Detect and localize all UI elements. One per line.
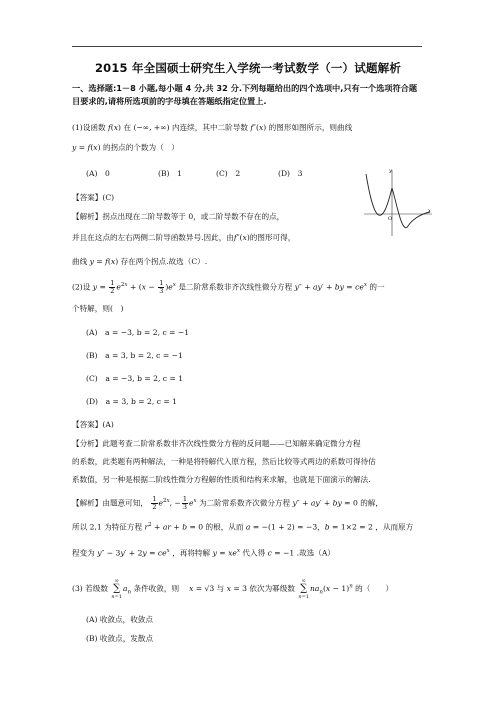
section-heading: 一、选择题:1－8 小题,每小题 4 分,共 32 分.下列每题给出的四个选项中,只有一个选项符合题目要求的,请将所选项前的字母填在答题纸指定位置上. xyxy=(72,83,418,106)
q1-answer: 【答案】(C) xyxy=(72,193,115,202)
q2-option-a: (A) a = −3, b = 2, c = −1 xyxy=(86,328,190,337)
q1-analysis-line3: 曲线 y = f(x) 存在两个拐点.故选（C）. xyxy=(72,257,208,266)
q2-option-b: (B) a = 3, b = 2, c = −1 xyxy=(86,351,183,360)
q2-jiexi-line2: 所以 2,1 为特征方程 $r^2$ + ar + b = 0 的根，从而 a = −(1 + 2) = −3，b = 1×2 = 2 ，从而原方 xyxy=(72,522,414,532)
q2-jiexi-line1: 【解析】由题意可知， $\frac{1}{2}$ $e^{2x}$, − $\frac{1}{3}$ $e^x$ 为二阶常系数齐次微分方程 y″ + ay′ + by = 0 的解， xyxy=(72,495,383,512)
q1-stem-line2: y = f(x) 的拐点的个数为（ ） xyxy=(72,143,179,152)
q3-option-a: (A) 收敛点，收敛点 xyxy=(86,615,153,624)
q2-stem-line1: (2)设 y = $\frac{1}{2}$ $e^{2x} + (x$ − $\frac{1}{3}$ )$e^x$ 是二阶常系数非齐次线性微分方程 y″ + ay′ + by = $ce^x$ 的一 xyxy=(72,279,385,296)
q1-option-d: (D) 3 xyxy=(278,169,303,178)
q2-option-c: (C) a = −3, b = 2, c = 1 xyxy=(86,374,184,383)
q2-jiexi-line3: 程变为 $y'' - 3y' + 2y = ce^x$ ，再将特解 $y = xe^x$ 代入得 c = −1 .故选（A） xyxy=(72,548,335,558)
q2-answer: 【答案】(A) xyxy=(72,420,114,429)
q1-stem-line1: (1)设函数 f(x) 在 (−∞, +∞) 内连续，其中二阶导数 f″(x) 的图形如图所示，则曲线 xyxy=(72,123,353,132)
q2-option-d: (D) a = 3, b = 2, c = 1 xyxy=(86,397,177,406)
q1-option-c: (C) 2 xyxy=(216,169,241,178)
q2-fenxi-line1: 【分析】此题考查二阶常系数非齐次线性微分方程的反问题——已知解来确定微分方程 xyxy=(72,439,361,448)
q1-analysis-line1: 【解析】拐点出现在二阶导数等于 0，或二阶导数不存在的点， xyxy=(72,212,285,221)
q1-option-b: (B) 1 xyxy=(158,169,182,178)
q2-fenxi-line3: 系数值，另一种是根据二阶线性微分方程解的性质和结构来求解，也就是下面演示的解法. xyxy=(72,475,371,484)
curve-f-double-prime xyxy=(366,174,430,228)
q3-option-b: (B) 收敛点，发散点 xyxy=(86,634,154,643)
x-axis-label: x xyxy=(428,208,431,214)
q3-stem-line1: (3) 若级数 ∞ ∑ $n=1a_n$ 条件收敛，则 x = √3 与 x = 3 依次为幂级数 ∞ ∑ $n=1na_n(x - 1)^n$ 的（ ） xyxy=(72,578,394,600)
origin-label: O xyxy=(388,216,393,222)
q2-fenxi-line2: 的系数，此类题有两种解法，一种是将特解代入原方程，然后比较等式两边的系数可得待估 xyxy=(72,457,376,466)
header-rule xyxy=(72,46,422,47)
q2-stem-line2: 个特解，则( ) xyxy=(72,304,124,313)
second-derivative-graph xyxy=(362,166,434,238)
q1-analysis-line2: 并且在这点的左右两侧二阶导函数异号.因此，由f″(x)的图形可得， xyxy=(72,233,296,242)
y-axis-label: y xyxy=(389,168,392,174)
page-title: 2015 年全国硕士研究生入学统一考试数学（一）试题解析 xyxy=(94,61,402,75)
q1-option-a: (A) 0 xyxy=(86,169,110,178)
